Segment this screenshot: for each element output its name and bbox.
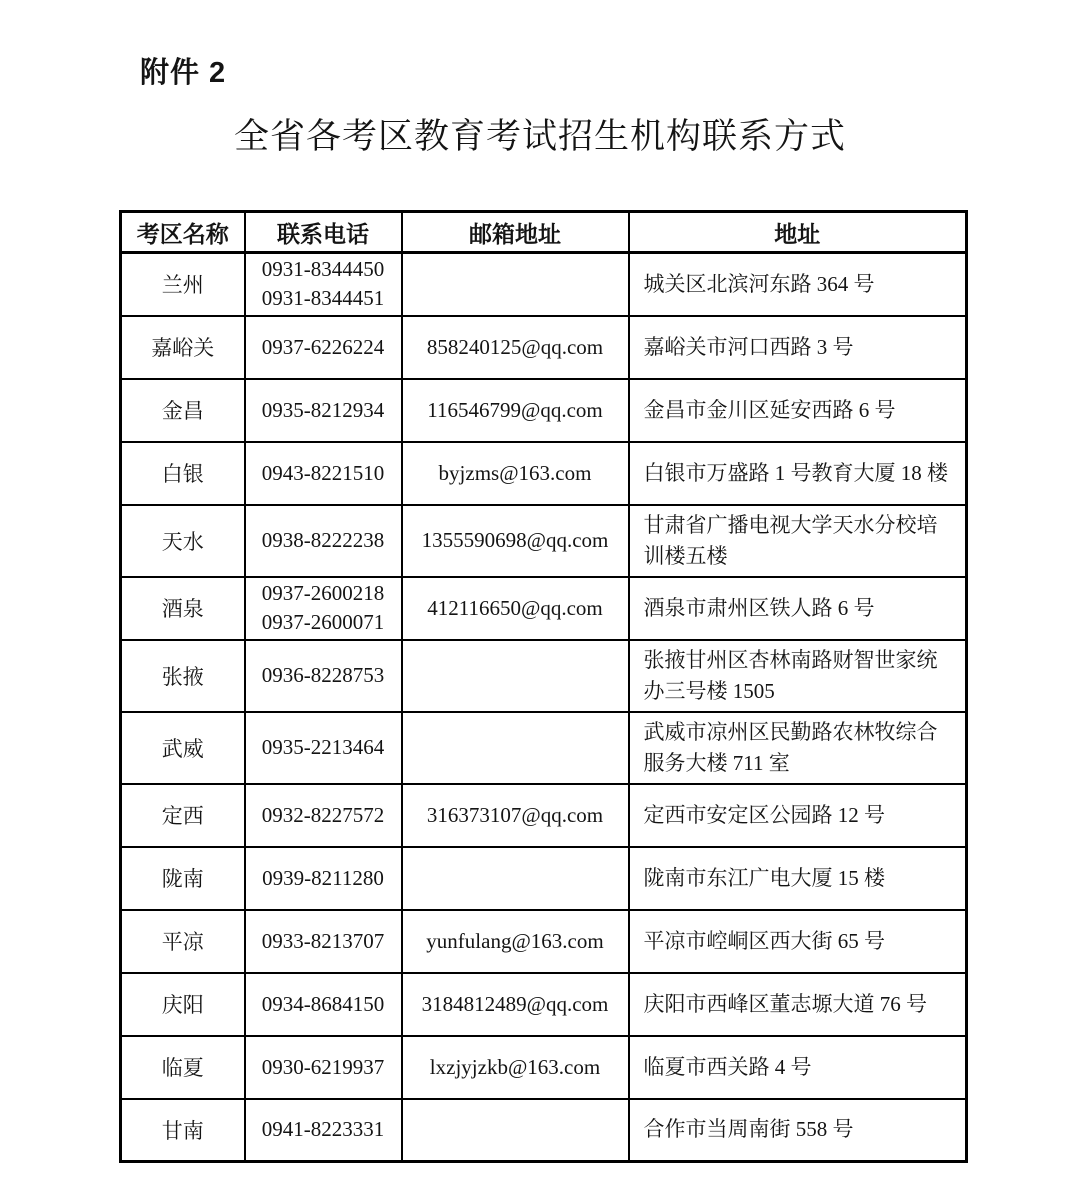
- address-cell: 合作市当周南街 558 号: [629, 1099, 967, 1162]
- header-row: [121, 212, 967, 253]
- header-phone: 联系电话: [245, 212, 402, 253]
- address-cell: 定西市安定区公园路 12 号: [629, 784, 967, 847]
- address-cell: 金昌市金川区延安西路 6 号: [629, 379, 967, 442]
- table-row: [121, 640, 967, 712]
- exam-area-cell: 张掖: [121, 640, 245, 712]
- table-row: [121, 577, 967, 640]
- table-row: [121, 784, 967, 847]
- phone-number: 0933-8213707: [261, 928, 385, 953]
- email-cell: 412116650@qq.com: [402, 577, 629, 640]
- phone-number: 0943-8221510: [261, 460, 385, 485]
- phone-number: 0937-2600218: [261, 581, 385, 605]
- phone-cell: [245, 577, 402, 640]
- phone-cell: [245, 847, 402, 910]
- phone-cell: [245, 316, 402, 379]
- phone-cell: [245, 1036, 402, 1099]
- table-row: [121, 847, 967, 910]
- email-cell: [402, 712, 629, 784]
- header-address: 地址: [629, 212, 967, 253]
- phone-cell: [245, 1099, 402, 1162]
- table-body: [121, 253, 967, 1162]
- phone-cell: [245, 442, 402, 505]
- email-cell: 1355590698@qq.com: [402, 505, 629, 577]
- table-row: [121, 442, 967, 505]
- table-row: [121, 505, 967, 577]
- email-cell: 858240125@qq.com: [402, 316, 629, 379]
- phone-number: 0935-2213464: [261, 735, 385, 759]
- email-cell: 316373107@qq.com: [402, 784, 629, 847]
- address-cell: 嘉峪关市河口西路 3 号: [629, 316, 967, 379]
- phone-number: 0937-6226224: [261, 334, 385, 359]
- email-cell: [402, 847, 629, 910]
- address-cell: 张掖甘州区杏林南路财智世家统办三号楼 1505: [629, 640, 967, 712]
- exam-area-cell: 定西: [121, 784, 245, 847]
- email-cell: 116546799@qq.com: [402, 379, 629, 442]
- phone-number: 0936-8228753: [261, 663, 385, 687]
- address-cell: 城关区北滨河东路 364 号: [629, 253, 967, 316]
- page-title: 全省各考区教育考试招生机构联系方式: [233, 117, 846, 156]
- address-cell: 庆阳市西峰区董志塬大道 76 号: [629, 973, 967, 1036]
- exam-area-cell: 武威: [121, 712, 245, 784]
- email-cell: yunfulang@163.com: [402, 910, 629, 973]
- phone-cell: [245, 910, 402, 973]
- address-cell: 武威市凉州区民勤路农林牧综合服务大楼 711 室: [629, 712, 967, 784]
- table-row: [121, 712, 967, 784]
- exam-area-cell: 甘南: [121, 1099, 245, 1162]
- phone-number: 0931-8344450: [261, 257, 385, 282]
- exam-area-cell: 庆阳: [121, 973, 245, 1036]
- address-cell: 临夏市西关路 4 号: [629, 1036, 967, 1099]
- phone-number: 0934-8684150: [261, 991, 385, 1016]
- email-cell: [402, 1099, 629, 1162]
- email-cell: [402, 253, 629, 316]
- email-cell: 3184812489@qq.com: [402, 973, 629, 1036]
- exam-area-cell: 陇南: [121, 847, 245, 910]
- exam-area-cell: 兰州: [121, 253, 245, 316]
- phone-number: 0930-6219937: [261, 1054, 385, 1079]
- email-cell: lxzjyjzkb@163.com: [402, 1036, 629, 1099]
- phone-number: 0931-8344451: [261, 286, 385, 311]
- exam-area-cell: 天水: [121, 505, 245, 577]
- table-row: [121, 253, 967, 316]
- phone-cell: [245, 253, 402, 316]
- phone-number: 0937-2600071: [261, 610, 385, 634]
- phone-cell: [245, 712, 402, 784]
- table-row: [121, 379, 967, 442]
- phone-number: 0935-8212934: [261, 397, 385, 422]
- header-exam-area: 考区名称: [121, 212, 245, 253]
- exam-area-cell: 平凉: [121, 910, 245, 973]
- phone-cell: [245, 640, 402, 712]
- table-row: [121, 910, 967, 973]
- exam-area-cell: 嘉峪关: [121, 316, 245, 379]
- exam-area-cell: 白银: [121, 442, 245, 505]
- email-cell: byjzms@163.com: [402, 442, 629, 505]
- phone-cell: [245, 379, 402, 442]
- exam-area-cell: 临夏: [121, 1036, 245, 1099]
- table-row: [121, 316, 967, 379]
- address-cell: 平凉市崆峒区西大街 65 号: [629, 910, 967, 973]
- address-cell: 酒泉市肃州区铁人路 6 号: [629, 577, 967, 640]
- address-cell: 陇南市东江广电大厦 15 楼: [629, 847, 967, 910]
- contact-table: [119, 210, 968, 1163]
- address-cell: 甘肃省广播电视大学天水分校培训楼五楼: [629, 505, 967, 577]
- phone-number: 0938-8222238: [261, 528, 385, 552]
- table-header: [121, 212, 967, 253]
- exam-area-cell: 酒泉: [121, 577, 245, 640]
- table-row: [121, 973, 967, 1036]
- phone-cell: [245, 784, 402, 847]
- phone-cell: [245, 973, 402, 1036]
- phone-number: 0932-8227572: [261, 802, 385, 827]
- phone-number: 0939-8211280: [262, 865, 384, 890]
- table-row: [121, 1036, 967, 1099]
- email-cell: [402, 640, 629, 712]
- phone-number: 0941-8223331: [261, 1117, 385, 1142]
- attachment-label: 附件 2: [140, 57, 227, 89]
- header-email: 邮箱地址: [402, 212, 629, 253]
- table-row: [121, 1099, 967, 1162]
- exam-area-cell: 金昌: [121, 379, 245, 442]
- address-cell: 白银市万盛路 1 号教育大厦 18 楼: [629, 442, 967, 505]
- phone-cell: [245, 505, 402, 577]
